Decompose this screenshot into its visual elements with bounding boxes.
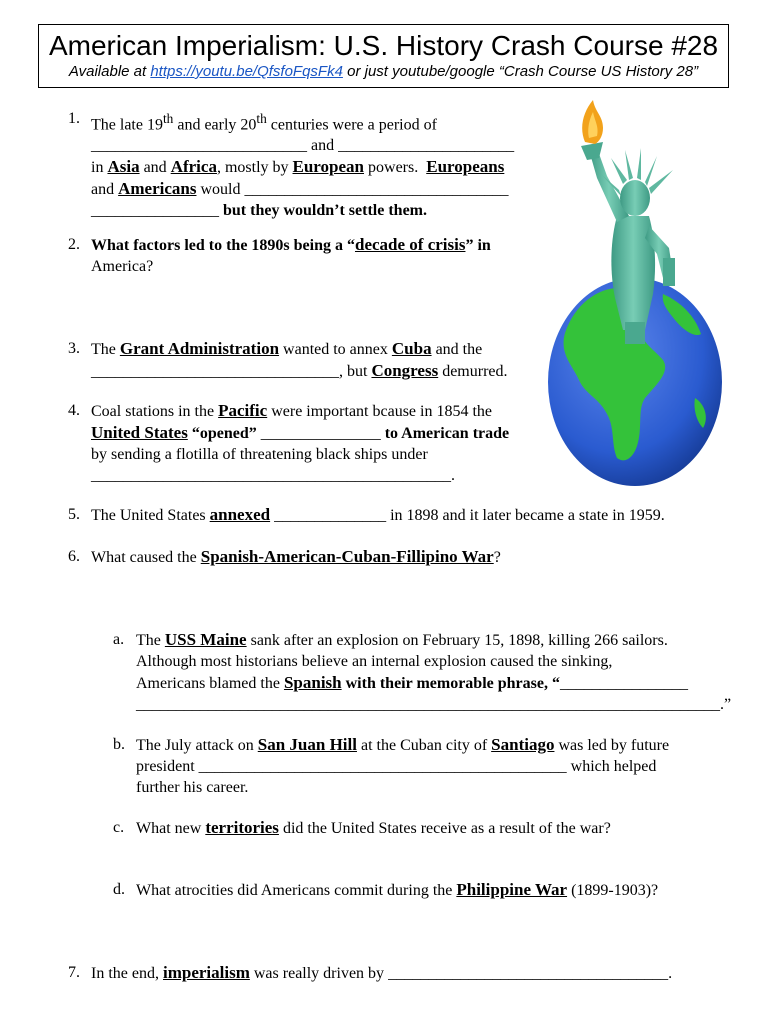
- text: , mostly by: [216, 159, 293, 177]
- text: which helped: [566, 758, 657, 775]
- statue-base: [625, 322, 645, 344]
- text: ?: [493, 549, 501, 566]
- text: by sending a flotilla of threatening black ships under: [91, 446, 428, 463]
- question-letter: a.: [113, 631, 125, 648]
- question-6b: [113, 734, 733, 800]
- question-1: [68, 108, 548, 218]
- header-box: [38, 24, 729, 88]
- text: and the: [431, 341, 483, 358]
- question-2: [68, 234, 548, 278]
- question-number: 5.: [68, 506, 80, 523]
- text: The: [136, 632, 165, 649]
- text: America?: [91, 258, 154, 275]
- question-text: [136, 734, 669, 798]
- text: ___: [195, 202, 223, 220]
- question-5: [68, 504, 738, 526]
- answer-blank[interactable]: ______________________________________________: [198, 758, 567, 775]
- text: in: [91, 159, 108, 177]
- text: wanted to annex: [279, 341, 392, 358]
- text: and: [91, 181, 119, 199]
- text: and early 20: [173, 116, 257, 134]
- answer-blank[interactable]: ____________________________________: [136, 696, 424, 713]
- answer-blank[interactable]: _______________: [260, 425, 381, 442]
- superscript: th: [162, 111, 174, 126]
- text: The: [91, 341, 120, 358]
- answer-blank[interactable]: _______________________________: [91, 363, 339, 380]
- keyword: Congress: [371, 361, 439, 380]
- answer-blank[interactable]: ________________: [559, 675, 688, 692]
- statue-head: [620, 180, 650, 216]
- text: The July attack on: [136, 737, 258, 754]
- question-letter: c.: [113, 819, 125, 836]
- available-prefix: Available at: [68, 63, 151, 80]
- answer-blank[interactable]: _____________: [91, 202, 195, 220]
- statue-of-liberty-on-globe-icon: [545, 98, 727, 488]
- text: “opened”: [187, 425, 261, 442]
- text: powers.: [364, 159, 427, 177]
- text: were important bcause in 1854 the: [267, 403, 493, 420]
- statue-arm: [589, 148, 629, 222]
- text: was really driven by: [249, 965, 389, 982]
- keyword: Cuba: [391, 339, 432, 358]
- question-number: 6.: [68, 548, 80, 565]
- text: and: [307, 137, 339, 155]
- text: What atrocities did Americans commit during the: [136, 882, 457, 899]
- answer-blank[interactable]: _____________________________________________.: [91, 467, 455, 484]
- question-6: [68, 546, 738, 568]
- keyword: Pacific: [218, 401, 268, 420]
- text: What factors led to the 1890s being a “: [91, 237, 355, 254]
- question-6a: [113, 629, 733, 717]
- text: Coal stations in the: [91, 403, 219, 420]
- text: in 1898 and it later became a state in 1959.: [386, 507, 665, 524]
- question-letter: b.: [113, 736, 125, 753]
- keyword: USS Maine: [164, 630, 247, 649]
- question-text: [136, 817, 611, 839]
- question-text: [91, 962, 672, 984]
- answer-blank[interactable]: ___________________________: [91, 137, 307, 155]
- keyword: Asia: [107, 157, 140, 177]
- question-number: 2.: [68, 236, 80, 253]
- question-number: 1.: [68, 110, 80, 127]
- question-letter: d.: [113, 881, 125, 898]
- text: ” in: [465, 237, 491, 254]
- question-text: [91, 504, 665, 526]
- keyword: Santiago: [491, 735, 555, 754]
- question-7: [68, 962, 738, 984]
- text: In the end,: [91, 965, 163, 982]
- text: would: [196, 181, 245, 199]
- available-suffix: or just youtube/google “Crash Course US History 28”: [342, 63, 699, 80]
- keyword: Spanish-American-Cuban-Fillipino War: [200, 547, 494, 566]
- text: What new: [136, 820, 206, 837]
- question-text: [91, 338, 508, 382]
- text: The late 19: [91, 116, 163, 134]
- video-link[interactable]: https://youtu.be/QfsfoFqsFk4: [150, 63, 343, 80]
- text: but they wouldn’t settle them.: [223, 202, 427, 220]
- keyword: Africa: [170, 157, 217, 177]
- keyword: Philippine War: [456, 880, 568, 899]
- question-text: [136, 629, 731, 715]
- text: sank after an explosion on February 15, 1898, killing 266 sailors.: [246, 632, 668, 649]
- keyword: territories: [205, 818, 279, 837]
- statue-tablet: [663, 258, 675, 286]
- text: (1899-1903)?: [567, 882, 659, 899]
- text: , but: [339, 363, 372, 380]
- keyword: Grant Administration: [119, 339, 280, 358]
- text: The United States: [91, 507, 210, 524]
- answer-blank[interactable]: _________________________________: [244, 181, 509, 199]
- text: further his career.: [136, 779, 249, 796]
- text: at the Cuban city of: [356, 737, 492, 754]
- question-text: [91, 234, 491, 277]
- question-3: [68, 338, 548, 382]
- text: was led by future: [554, 737, 670, 754]
- availability-line: [39, 63, 728, 81]
- answer-blank[interactable]: _____________________________________: [424, 696, 720, 713]
- answer-blank[interactable]: ______________________: [338, 137, 515, 155]
- question-4: [68, 400, 548, 488]
- text: demurred.: [438, 363, 508, 380]
- keyword: annexed: [209, 505, 271, 524]
- question-number: 7.: [68, 964, 80, 981]
- text: centuries were a period of: [266, 116, 437, 134]
- text: What caused the: [91, 549, 201, 566]
- keyword: United States: [91, 423, 188, 442]
- question-number: 3.: [68, 340, 80, 357]
- keyword: San Juan Hill: [257, 735, 357, 754]
- question-number: 4.: [68, 402, 80, 419]
- text: Although most historians believe an internal explosion caused the sinking,: [136, 653, 613, 670]
- keyword: Europeans: [426, 157, 505, 177]
- question-6c: [113, 817, 733, 839]
- text: .”: [720, 696, 732, 713]
- answer-blank[interactable]: ______________: [274, 507, 387, 524]
- superscript: th: [256, 111, 267, 126]
- question-text: [136, 879, 658, 901]
- keyword: Americans: [118, 179, 197, 199]
- text: with their memorable phrase, “: [341, 675, 560, 692]
- question-6d: [113, 879, 733, 901]
- question-text: [91, 546, 501, 568]
- text: .: [668, 965, 673, 982]
- keyword: Spanish: [283, 673, 342, 692]
- text: Americans blamed the: [136, 675, 284, 692]
- answer-blank[interactable]: ___________________________________: [388, 965, 669, 982]
- text: to American trade: [380, 425, 510, 442]
- text: president: [136, 758, 199, 775]
- keyword: imperialism: [162, 963, 250, 982]
- text: and: [139, 159, 171, 177]
- keyword: European: [292, 157, 365, 177]
- text: did the United States receive as a result of the war?: [278, 820, 611, 837]
- question-text: [91, 400, 509, 486]
- worksheet-title: American Imperialism: U.S. History Crash Course #28: [48, 30, 719, 61]
- keyword: decade of crisis: [354, 235, 466, 254]
- question-text: [91, 108, 514, 221]
